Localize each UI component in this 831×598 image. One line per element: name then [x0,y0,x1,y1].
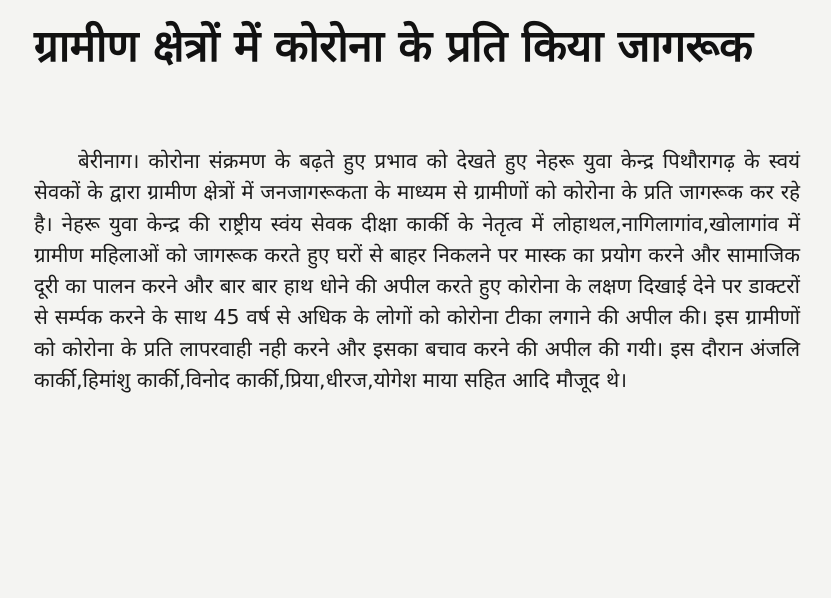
article-body: बेरीनाग। कोरोना संक्रमण के बढ़ते हुए प्रभाव को देखते हुए नेहरू युवा केन्द्र पिथौरागढ़ के स्वयं सेवकों के द्वारा ग्रामीण क्षेत्रों में जनजागरूकता के माध्यम से ग्रामीणों को कोरोना के प्रति जागरूक कर रहे है। नेहरू युवा केन्द्र की राष्ट्रीय स्वंय सेवक दीक्षा कार्की के नेतृत्व में लोहाथल,नागिलागांव,खोलागांव में ग्रामीण महिलाओं को जागरूक करते हुए घरों से बाहर निकलने पर मास्क का प्रयोग करने और सामाजिक दूरी का पालन करने और बार बार हाथ धोने की अपील करते हुए कोरोना के लक्षण दिखाई देने पर डाक्टरों से सर्म्पक करने के साथ 45 वर्ष से अधिक के लोगों को कोरोना टीका लगाने की अपील की। इस ग्रामीणों को कोरोना के प्रति लापरवाही नही करने और इसका बचाव करने की अपील की गयी। इस दौरान अंजलि कार्की,हिमांशु कार्की,विनोद कार्की,प्रिया,धीरज,योगेश माया सहित आदि मौजूद थे। [34,149,800,393]
cropped-text-fragment [300,0,309,12]
cropped-previous-line [0,0,831,14]
article-headline: ग्रामीण क्षेत्रों में कोरोना के प्रति किया जागरूक [34,21,753,72]
cropped-next-line [0,584,831,598]
